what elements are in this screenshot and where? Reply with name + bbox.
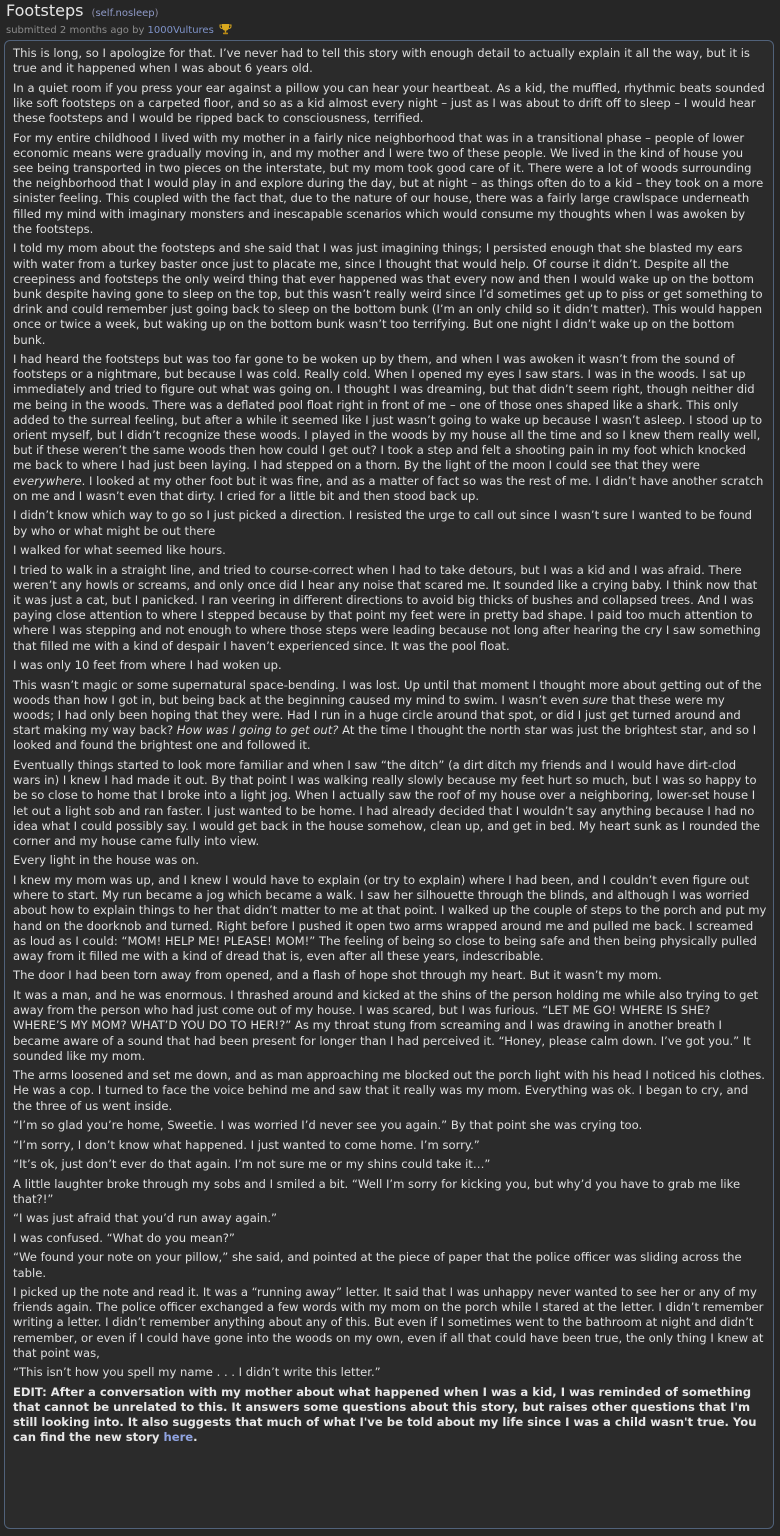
- paragraph: Every light in the house was on.: [13, 853, 200, 868]
- paragraph: [13, 352, 767, 504]
- paragraph: [13, 678, 767, 754]
- emphasis: everywhere: [13, 473, 82, 488]
- author-link[interactable]: 1000Vultures: [147, 25, 214, 36]
- new-story-link[interactable]: here: [163, 1430, 194, 1445]
- paragraph: I knew my mom was up, and I knew I would have to explain (or try to explain) where I had been, and I couldn’t even figure out where to start. My run became a jog which became a walk. I saw her silhouette through the blinds, and although I was worried about how to explain things to her that didn’t matter to me at that point. I walked up the couple of steps to the porch and put my hand on the doorknob and turned. Right before I pushed it open two arms wrapped around me and pulled me back. I screamed as loud as I could: “MOM! HELP ME! PLEASE! MOM!” The feeling of being so close to being safe and then being physically pulled away from it filled me with a kind of dread that is, even after all these years, indescribable.: [13, 872, 767, 963]
- paragraph: I told my mom about the footsteps and she said that I was just imagining things; I persisted enough that she blasted my ears with water from a turkey baster once just to placate me, since I thought that would help. Of course it didn’t. Despite all the creepiness and footsteps the only weird thing that ever happened was that every now and then I would wake up on the bottom bunk despite having gone to sleep on the top, but this wasn’t really weird since I’d sometimes get up to piss or get something to drink and could remember just going back to sleep on the bottom bunk (I’m an only child so it didn’t matter). This would happen once or twice a week, but waking up on the bottom bunk wasn’t too terrifying. But one night I didn’t wake up on the bottom bunk.: [13, 241, 763, 347]
- post-body: [4, 40, 774, 1529]
- tagline: [6, 23, 774, 40]
- paragraph: A little laughter broke through my sobs and I smiled a bit. “Well I’m sorry for kicking you, but why’d you have to grab me like that?!”: [13, 1176, 741, 1206]
- paragraph: “It’s ok, just don’t ever do that again. I’m not sure me or my shins could take it…”: [13, 1157, 491, 1172]
- trophy-icon: [219, 23, 232, 40]
- paragraph: I didn’t know which way to go so I just picked a direction. I resisted the urge to call out since I wasn’t sure I wanted to be found by who or what might be out there: [13, 508, 753, 538]
- paragraph: “We found your note on your pillow,” she said, and pointed at the piece of paper that the police officer was sliding across the table.: [13, 1250, 742, 1280]
- paragraph: I tried to walk in a straight line, and tried to course-correct when I had to take detours, but I was a kid and I was afraid. There weren’t any howls or screams, and only once did I hear any noise that scared me. It sounded like a crying baby. I think now that it was just a cat, but I panicked. I ran veering in different directions to avoid big thicks of bushes and collapsed trees. And I was paying close attention to where I stepped because by that point my feet were in pretty bad shape. I paid too much attention to where I was stepping and not enough to where those steps were leading because not long after hearing the cry I saw something that filled me with a kind of despair I haven’t experienced since. It was the pool float.: [13, 562, 761, 653]
- emphasis: sure: [582, 692, 608, 707]
- paragraph: “I’m so glad you’re home, Sweetie. I was worried I’d never see you again.” By that point she was crying too.: [13, 1118, 643, 1133]
- paragraph: Eventually things started to look more familiar and when I saw “the ditch” (a dirt ditch my friends and I would have dirt-clod wars in) I knew I had made it out. By that point I was walking really slowly because my feet hurt so much, but I was so happy to be so close to home that I broke into a light jog. When I actually saw the roof of my house over a neighboring, lower-set house I let out a light sob and ran faster. I just wanted to be home. I had already decided that I wouldn’t say anything because I had no idea what I could possibly say. I would get back in the house somehow, clean up, and get in bed. My heart sunk as I rounded the corner and my house came fully into view.: [13, 757, 760, 848]
- post-title[interactable]: Footsteps: [6, 1, 84, 20]
- paragraph: This is long, so I apologize for that. I’ve never had to tell this story with enough detail to actually explain it all the way, but it is true and it happened when I was about 6 years old.: [13, 46, 750, 76]
- paragraph: The arms loosened and set me down, and as man approaching me blocked out the porch light with his head I noticed his clothes. He was a cop. I turned to face the voice behind me and saw that it really was my mom. Everything was ok. I began to cry, and the three of us went inside.: [13, 1068, 765, 1113]
- paragraph: “This isn’t how you spell my name . . . I didn’t write this letter.”: [13, 1365, 381, 1380]
- paragraph: The door I had been torn away from opened, and a flash of hope shot through my heart. But it wasn’t my mom.: [13, 968, 662, 983]
- edit-note: [13, 1385, 767, 1446]
- paragraph: I picked up the note and read it. It was a “running away” letter. It said that I was unhappy never wanted to see her or any of my friends again. The police officer exchanged a few words with my mom on the porch while I stared at the letter. I didn’t remember writing a letter. I didn’t remember anything about any of this. But even if I sometimes went to the bathroom at night and didn’t remember, or even if I could have gone into the woods on my own, even if all that could have been true, the only thing I knew at that point was,: [13, 1285, 764, 1360]
- domain-paren-open: (: [91, 8, 96, 19]
- domain-link[interactable]: self.nosleep: [95, 8, 155, 19]
- text-run: . I looked at my other foot but it was fine, and as a matter of fact so was the rest of me. I didn’t have another scratch on me and I wasn’t even that dirty. I cried for a little bit and then stood back up.: [13, 473, 764, 503]
- submitted-text: submitted 2 months ago by: [6, 25, 145, 36]
- post-domain: [92, 8, 159, 19]
- title-line: [6, 2, 774, 23]
- post-header: [6, 2, 774, 40]
- paragraph: It was a man, and he was enormous. I thrashed around and kicked at the shins of the person holding me while also trying to get away from the person who had just come out of my house. I was scared, but I was furious. “LET ME GO! WHERE IS SHE? WHERE’S MY MOM? WHAT’D YOU DO TO HER!?” As my throat stung from screaming and I was drawing in another breath I became aware of a sound that had been present for longer than I had perceived it. “Honey, please calm down. I’ve got you.” It sounded like my mom.: [13, 987, 759, 1063]
- edit-text: EDIT: After a conversation with my mother about what happened when I was a kid, I was reminded of something that cannot be unrelated to this. It answers some questions about this story, but raises other questions that I'm still looking into. It also suggests that much of what I've be told about my life since I was a child wasn't true. You can find the new story: [13, 1384, 757, 1445]
- text-run: At the time I thought the north star was just the brightest star, and so I looked and found the brightest one and followed it.: [13, 723, 757, 753]
- paragraph: I was confused. “What do you mean?”: [13, 1230, 235, 1245]
- emphasis: How was I going to get out?: [176, 723, 339, 738]
- paragraph: In a quiet room if you press your ear against a pillow you can hear your heartbeat. As a kid, the muffled, rhythmic beats sounded like soft footsteps on a carpeted floor, and so as a kid almost every night – just as I was about to drift off to sleep – I would hear these footsteps and I would be ripped back to consciousness, terrified.: [13, 80, 765, 126]
- paragraph: For my entire childhood I lived with my mother in a fairly nice neighborhood that was in a transitional phase – people of lower economic means were gradually moving in, and my mother and I were two of these people. We lived in the kind of house you see being transported in two pieces on the interstate, but my mom took good care of it. There were a lot of woods surrounding the neighborhood that I would play in and explore during the day, but at night – as things often do to a kid – they took on a more sinister feeling. This coupled with the fact that, due to the nature of our house, there was a fairly large crawlspace underneath filled my mind with imaginary monsters and inescapable scenarios which would consume my thoughts when I was awoken by the footsteps.: [13, 130, 764, 236]
- paragraph: “I was just afraid that you’d run away again.”: [13, 1211, 278, 1226]
- text-run: that these were my woods; I had only been hoping that they were. Had I run in a huge circle around that spot, or did I just get turned around and start making my way back?: [13, 692, 741, 738]
- text-run: This wasn’t magic or some supernatural space-bending. I was lost. Up until that moment I thought more about getting out of the woods than how I got in, but being back at the beginning caused my mind to swim. I wasn’t even: [13, 677, 762, 707]
- text-run: I had heard the footsteps but was too far gone to be woken up by them, and when I was awoken it wasn’t from the sound of footsteps or a nightmare, but because I was cold. Really cold. When I opened my eyes I saw stars. I was in the woods. I sat up immediately and tried to figure out what was going on. I thought I was dreaming, but that didn’t seem right, though neither did me being in the woods. There was a deflated pool float right in front of me – one of those ones shaped like a shark. This only added to the surreal feeling, but after a while it seemed like I just wasn’t going to wake up because I wasn’t asleep. I stood up to orient myself, but I didn’t recognize these woods. I played in the woods by my house all the time and so I knew them really well, but if these weren’t the same woods then how could I get out? I took a step and felt a shooting pain in my foot which knocked me back to where I had just been laying. I had stepped on a thorn. By the light of the moon I could see that they were: [13, 352, 763, 473]
- edit-period: .: [193, 1430, 198, 1445]
- paragraph: “I’m sorry, I don’t know what happened. I just wanted to come home. I’m sorry.”: [13, 1137, 480, 1152]
- domain-paren-close: ): [154, 8, 159, 19]
- paragraph: I walked for what seemed like hours.: [13, 543, 226, 558]
- paragraph: I was only 10 feet from where I had woken up.: [13, 658, 282, 673]
